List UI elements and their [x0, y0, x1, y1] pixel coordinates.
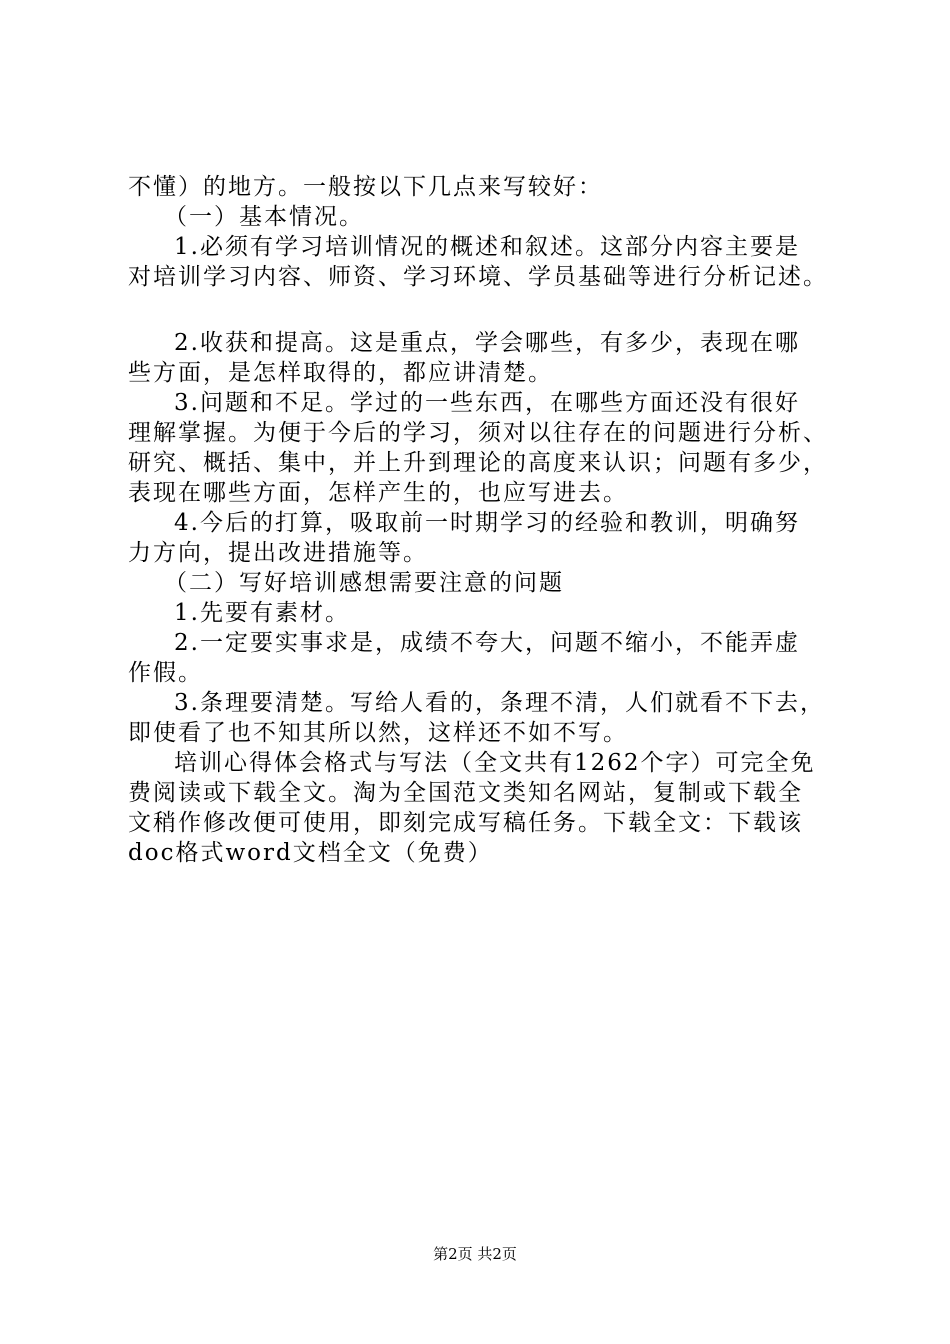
- text-line: 4.今后的打算，吸取前一时期学习的经验和教训，明确努: [174, 510, 800, 536]
- text-line: 培训心得体会格式与写法（全文共有1262个字）可完全免: [174, 750, 816, 776]
- text-line: 1.先要有素材。: [174, 600, 350, 626]
- page-footer: 第2页 共2页: [433, 1245, 517, 1263]
- section-heading: （一）基本情况。: [164, 204, 364, 230]
- paragraph-gap: [128, 292, 840, 328]
- text-line: doc格式word文档全文（免费）: [128, 840, 493, 866]
- text-line: 作假。: [128, 660, 203, 686]
- text-line: 文稍作修改便可使用，即刻完成写稿任务。下载全文：下载该: [128, 810, 803, 836]
- text-line: 研究、概括、集中，并上升到理论的高度来认识；问题有多少，: [128, 450, 828, 476]
- section-heading: （二）写好培训感想需要注意的问题: [164, 570, 564, 596]
- text-line: 理解掌握。为便于今后的学习，须对以往存在的问题进行分析、: [128, 420, 828, 446]
- text-line: 2.一定要实事求是，成绩不夸大，问题不缩小，不能弄虚: [174, 630, 800, 656]
- text-line: 3.条理要清楚。写给人看的，条理不清，人们就看不下去，: [174, 690, 825, 716]
- text-line: 1.必须有学习培训情况的概述和叙述。这部分内容主要是: [174, 234, 800, 260]
- text-line: 不懂）的地方。一般按以下几点来写较好：: [128, 174, 603, 200]
- text-line: 些方面，是怎样取得的，都应讲清楚。: [128, 360, 553, 386]
- text-line: 力方向，提出改进措施等。: [128, 540, 428, 566]
- text-line: 2.收获和提高。这是重点，学会哪些，有多少，表现在哪: [174, 330, 800, 356]
- text-line: 对培训学习内容、师资、学习环境、学员基础等进行分析记述。: [128, 264, 828, 290]
- text-line: 费阅读或下载全文。淘为全国范文类知名网站，复制或下载全: [128, 780, 803, 806]
- document-body: [128, 172, 840, 868]
- text-line: 即使看了也不知其所以然，这样还不如不写。: [128, 720, 628, 746]
- text-line: 3.问题和不足。学过的一些东西，在哪些方面还没有很好: [174, 390, 800, 416]
- text-line: 表现在哪些方面，怎样产生的，也应写进去。: [128, 480, 628, 506]
